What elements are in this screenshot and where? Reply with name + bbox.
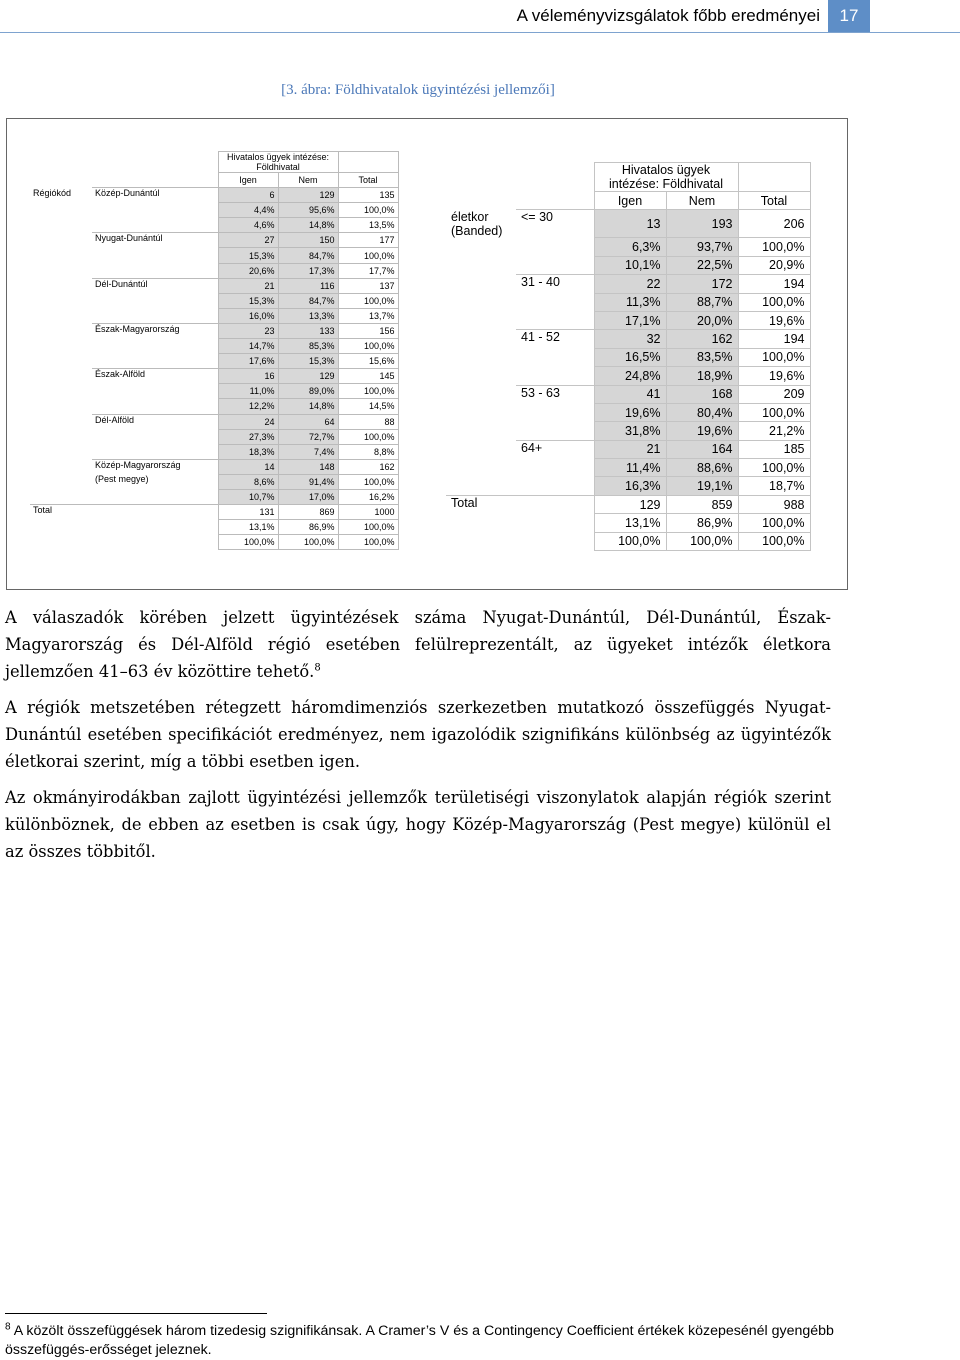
row-label [30, 203, 92, 218]
row-label [30, 489, 92, 504]
value-cell: 89,0% [278, 384, 338, 399]
value-cell: 86,9% [666, 514, 738, 532]
group-label: Közép-Magyarország [92, 459, 218, 474]
table-header-blank [30, 173, 92, 188]
table-header-blank [92, 173, 218, 188]
value-cell: 6 [218, 188, 278, 203]
value-cell: 17,0% [278, 489, 338, 504]
row-label [446, 459, 516, 477]
footnote-ref[interactable]: 8 [314, 662, 321, 674]
value-cell: 15,6% [338, 354, 398, 369]
value-cell: 172 [666, 275, 738, 293]
row-label [446, 311, 516, 329]
row-label [446, 293, 516, 311]
table-row [30, 308, 398, 323]
value-cell: 194 [738, 330, 810, 348]
value-cell: 15,3% [218, 248, 278, 263]
value-cell: 14 [218, 459, 278, 474]
row-label [446, 385, 516, 403]
paragraph-1-text: A válaszadók körében jelzett ügyintézések száma Nyugat-Dunántúl, Dél-Dunántúl, Észak-Magyarország és Dél-Alföld régió esetében felülreprezentált, az ügyeket intézők életkora jellemzően 41–63 év közöttire tehető. [5, 608, 831, 681]
row-label [30, 520, 92, 535]
table-row [30, 354, 398, 369]
value-cell: 84,7% [278, 293, 338, 308]
value-cell: 13,5% [338, 218, 398, 233]
value-cell: 86,9% [278, 520, 338, 535]
row-label: életkor (Banded) [451, 209, 503, 238]
row-label [30, 233, 92, 248]
value-cell: 20,9% [738, 256, 810, 274]
body-text [5, 604, 831, 874]
value-cell: 13,3% [278, 308, 338, 323]
row-label [446, 330, 516, 348]
value-cell: 17,1% [594, 311, 666, 329]
group-label [516, 477, 594, 495]
row-label [446, 238, 516, 256]
table-header-blank [738, 163, 810, 192]
value-cell: 100,0% [338, 293, 398, 308]
table-row [30, 414, 398, 429]
table-row [30, 293, 398, 308]
table-row [30, 248, 398, 263]
value-cell: 17,6% [218, 354, 278, 369]
row-label: Total [30, 505, 92, 520]
table-row [30, 263, 398, 278]
value-cell: 22 [594, 275, 666, 293]
group-label [92, 399, 218, 414]
value-cell: 93,7% [666, 238, 738, 256]
table-row [30, 218, 398, 233]
column-header: Igen [594, 192, 666, 210]
table-header-row [30, 152, 398, 173]
row-label [30, 414, 92, 429]
value-cell: 4,6% [218, 218, 278, 233]
value-cell: 162 [338, 459, 398, 474]
value-cell: 80,4% [666, 403, 738, 421]
value-cell: 31,8% [594, 422, 666, 440]
group-label [92, 354, 218, 369]
table-header-blank [30, 152, 92, 173]
row-label [446, 532, 516, 550]
group-label [516, 403, 594, 421]
group-label: <= 30 [516, 210, 594, 238]
table-row [30, 399, 398, 414]
value-cell: 17,3% [278, 263, 338, 278]
value-cell: 12,2% [218, 399, 278, 414]
row-label [30, 369, 92, 384]
value-cell: 100,0% [338, 429, 398, 444]
group-label: Dél-Alföld [92, 414, 218, 429]
group-label: Észak-Magyarország [92, 323, 218, 338]
value-cell: 6,3% [594, 238, 666, 256]
value-cell: 91,4% [278, 474, 338, 489]
value-cell: 100,0% [594, 532, 666, 550]
value-cell: 100,0% [338, 474, 398, 489]
value-cell: 14,8% [278, 399, 338, 414]
table-header-blank [516, 192, 594, 210]
page-number: 17 [828, 0, 870, 32]
group-label: 41 - 52 [516, 330, 594, 348]
group-label: (Pest megye) [95, 474, 149, 485]
value-cell: 15,3% [218, 293, 278, 308]
value-cell: 148 [278, 459, 338, 474]
value-cell: 14,7% [218, 339, 278, 354]
value-cell: 13,1% [218, 520, 278, 535]
figure-caption: [3. ábra: Földhivatalok ügyintézési jellemzői] [281, 82, 555, 98]
group-label [92, 263, 218, 278]
value-cell: 88,6% [666, 459, 738, 477]
group-label [516, 293, 594, 311]
value-cell: 168 [666, 385, 738, 403]
value-cell: 100,0% [338, 203, 398, 218]
table-header-row [446, 163, 810, 192]
table-row [446, 532, 810, 550]
row-label [30, 474, 92, 489]
value-cell: 14,8% [278, 218, 338, 233]
value-cell: 16,5% [594, 348, 666, 366]
page-header [0, 0, 960, 32]
table-row [30, 233, 398, 248]
table-row [446, 514, 810, 532]
value-cell: 145 [338, 369, 398, 384]
value-cell: 18,7% [738, 477, 810, 495]
table-row [446, 477, 810, 495]
value-cell: 209 [738, 385, 810, 403]
table-row [30, 489, 398, 504]
group-label [516, 514, 594, 532]
value-cell: 20,0% [666, 311, 738, 329]
row-label [30, 293, 92, 308]
table-row [30, 505, 398, 520]
value-cell: 16 [218, 369, 278, 384]
value-cell: 156 [338, 323, 398, 338]
column-header: Nem [666, 192, 738, 210]
table-row [446, 330, 810, 348]
group-label: Dél-Dunántúl [92, 278, 218, 293]
value-cell: 11,0% [218, 384, 278, 399]
value-cell: 23 [218, 323, 278, 338]
paragraph-1 [5, 604, 831, 685]
value-cell: 88 [338, 414, 398, 429]
value-cell: 15,3% [278, 354, 338, 369]
table-header-blank [516, 163, 594, 192]
table-row [446, 403, 810, 421]
row-label: Régiókód [33, 187, 72, 198]
table-header-blank [92, 152, 218, 173]
table-row [30, 520, 398, 535]
value-cell: 164 [666, 440, 738, 458]
value-cell: 13,1% [594, 514, 666, 532]
group-label: Észak-Alföld [92, 369, 218, 384]
table-header-blank [446, 163, 516, 192]
value-cell: 64 [278, 414, 338, 429]
value-cell: 18,3% [218, 444, 278, 459]
value-cell: 100,0% [278, 535, 338, 550]
row-label [30, 459, 92, 474]
value-cell: 16,3% [594, 477, 666, 495]
row-label [30, 384, 92, 399]
value-cell: 10,7% [218, 489, 278, 504]
column-header: Total [338, 173, 398, 188]
group-label: Közép-Dunántúl [92, 188, 218, 203]
value-cell: 10,1% [594, 256, 666, 274]
group-label: Nyugat-Dunántúl [92, 233, 218, 248]
row-label [446, 275, 516, 293]
table-row [446, 422, 810, 440]
table-row [30, 278, 398, 293]
row-label [446, 477, 516, 495]
value-cell: 859 [666, 495, 738, 513]
footnote-text: A közölt összefüggések három tizedesig szignifikánsak. A Cramer’s V és a Contingency Coefficient értékek közepesénél gyengébb összefüggés-erősséget jeleznek. [5, 1323, 834, 1358]
value-cell: 85,3% [278, 339, 338, 354]
table-header-row [30, 173, 398, 188]
age-crosstab [446, 162, 811, 551]
value-cell: 7,4% [278, 444, 338, 459]
table-row [30, 188, 398, 203]
group-label [516, 256, 594, 274]
value-cell: 194 [738, 275, 810, 293]
group-label [92, 248, 218, 263]
value-cell: 16,2% [338, 489, 398, 504]
table-row [446, 275, 810, 293]
group-label [516, 532, 594, 550]
value-cell: 869 [278, 505, 338, 520]
value-cell: 11,3% [594, 293, 666, 311]
paragraph-2: A régiók metszetében rétegzett háromdimenziós szerkezetben mutatkozó összefüggés Nyugat-Dunántúl esetében specifikációt eredményez, nem igazolódik szignifikáns különbség az ügyintézők életkorai szerint, míg a többi esetben igen. [5, 698, 831, 771]
value-cell: 27 [218, 233, 278, 248]
row-label [446, 514, 516, 532]
table-row [446, 495, 810, 513]
table-row [30, 474, 398, 489]
group-label [516, 348, 594, 366]
value-cell: 19,6% [666, 422, 738, 440]
value-cell: 32 [594, 330, 666, 348]
value-cell: 100,0% [738, 459, 810, 477]
value-cell: 100,0% [738, 532, 810, 550]
value-cell: 100,0% [666, 532, 738, 550]
table-row [446, 238, 810, 256]
value-cell: 988 [738, 495, 810, 513]
group-label: 64+ [516, 440, 594, 458]
value-cell: 177 [338, 233, 398, 248]
group-label [516, 238, 594, 256]
row-label [30, 399, 92, 414]
group-label [92, 339, 218, 354]
value-cell: 4,4% [218, 203, 278, 218]
row-label: Total [446, 495, 516, 513]
value-cell: 27,3% [218, 429, 278, 444]
value-cell: 135 [338, 188, 398, 203]
table-row [30, 323, 398, 338]
value-cell: 13,7% [338, 308, 398, 323]
row-label [30, 248, 92, 263]
table-row [446, 210, 810, 238]
footnote-number: 8 [5, 1321, 11, 1333]
value-cell: 95,6% [278, 203, 338, 218]
table-row [446, 256, 810, 274]
value-cell: 16,0% [218, 308, 278, 323]
column-header: Total [738, 192, 810, 210]
value-cell: 129 [278, 369, 338, 384]
value-cell: 206 [738, 210, 810, 238]
row-label [30, 354, 92, 369]
value-cell: 100,0% [218, 535, 278, 550]
region-crosstab [30, 151, 399, 550]
table-row [446, 348, 810, 366]
table-row [30, 339, 398, 354]
value-cell: 100,0% [738, 348, 810, 366]
header-rule [0, 32, 960, 33]
value-cell: 19,1% [666, 477, 738, 495]
group-label [92, 384, 218, 399]
value-cell: 100,0% [738, 293, 810, 311]
table-row [30, 369, 398, 384]
row-label [446, 348, 516, 366]
group-label [92, 489, 218, 504]
table-header-group: Hivatalos ügyek intézése: Földhivatal [218, 152, 338, 173]
table-row [30, 459, 398, 474]
group-label [516, 495, 594, 513]
value-cell: 21 [218, 278, 278, 293]
row-label [30, 308, 92, 323]
value-cell: 21,2% [738, 422, 810, 440]
value-cell: 185 [738, 440, 810, 458]
row-label [30, 263, 92, 278]
value-cell: 1000 [338, 505, 398, 520]
table-row [30, 203, 398, 218]
value-cell: 133 [278, 323, 338, 338]
value-cell: 116 [278, 278, 338, 293]
table-header-blank [338, 152, 398, 173]
value-cell: 18,9% [666, 367, 738, 385]
group-label: 31 - 40 [516, 275, 594, 293]
value-cell: 100,0% [338, 339, 398, 354]
value-cell: 129 [278, 188, 338, 203]
table-row [30, 429, 398, 444]
row-label [30, 278, 92, 293]
value-cell: 100,0% [338, 384, 398, 399]
group-label [516, 311, 594, 329]
value-cell: 19,6% [594, 403, 666, 421]
row-label [446, 367, 516, 385]
row-label [30, 429, 92, 444]
row-label [446, 256, 516, 274]
table-row [30, 444, 398, 459]
value-cell: 100,0% [738, 403, 810, 421]
paragraph-3: Az okmányirodákban zajlott ügyintézési jellemzők területiségi viszonylatok alapján régiók szerint különböznek, de ebben az esetben is csak úgy, hogy Közép-Magyarország (Pest megye) különül el az összes többitől. [5, 788, 831, 861]
value-cell: 19,6% [738, 367, 810, 385]
table-row [446, 440, 810, 458]
group-label [92, 505, 218, 520]
value-cell: 24 [218, 414, 278, 429]
group-label [92, 520, 218, 535]
group-label [92, 429, 218, 444]
footnote-rule [5, 1313, 267, 1314]
value-cell: 24,8% [594, 367, 666, 385]
table-row [30, 384, 398, 399]
value-cell: 14,5% [338, 399, 398, 414]
value-cell: 100,0% [338, 520, 398, 535]
value-cell: 41 [594, 385, 666, 403]
value-cell: 19,6% [738, 311, 810, 329]
table-header-blank [446, 192, 516, 210]
group-label: 53 - 63 [516, 385, 594, 403]
table-header-row [446, 192, 810, 210]
table-row [446, 385, 810, 403]
row-label [30, 444, 92, 459]
row-label [30, 339, 92, 354]
value-cell: 88,7% [666, 293, 738, 311]
group-label [516, 422, 594, 440]
table-row [446, 293, 810, 311]
row-label [30, 218, 92, 233]
table-row [446, 311, 810, 329]
value-cell: 100,0% [338, 248, 398, 263]
group-label [92, 444, 218, 459]
value-cell: 84,7% [278, 248, 338, 263]
value-cell: 137 [338, 278, 398, 293]
table-row [446, 367, 810, 385]
value-cell: 13 [594, 210, 666, 238]
group-label [516, 459, 594, 477]
value-cell: 21 [594, 440, 666, 458]
table-row [446, 459, 810, 477]
value-cell: 11,4% [594, 459, 666, 477]
group-label [92, 218, 218, 233]
value-cell: 22,5% [666, 256, 738, 274]
value-cell: 8,6% [218, 474, 278, 489]
value-cell: 100,0% [738, 514, 810, 532]
row-label [446, 422, 516, 440]
value-cell: 17,7% [338, 263, 398, 278]
row-label [30, 535, 92, 550]
group-label [92, 293, 218, 308]
row-label [446, 440, 516, 458]
value-cell: 150 [278, 233, 338, 248]
row-label [446, 403, 516, 421]
group-label [92, 308, 218, 323]
value-cell: 8,8% [338, 444, 398, 459]
value-cell: 100,0% [338, 535, 398, 550]
value-cell: 193 [666, 210, 738, 238]
value-cell: 72,7% [278, 429, 338, 444]
column-header: Igen [218, 173, 278, 188]
value-cell: 162 [666, 330, 738, 348]
table-row [30, 535, 398, 550]
header-title: A véleményvizsgálatok főbb eredményei [516, 6, 820, 25]
value-cell: 83,5% [666, 348, 738, 366]
column-header: Nem [278, 173, 338, 188]
value-cell: 100,0% [738, 238, 810, 256]
table-header-group: Hivatalos ügyek intézése: Földhivatal [594, 163, 738, 192]
footnote [5, 1322, 835, 1360]
group-label [516, 367, 594, 385]
value-cell: 20,6% [218, 263, 278, 278]
group-label [92, 535, 218, 550]
value-cell: 131 [218, 505, 278, 520]
value-cell: 129 [594, 495, 666, 513]
group-label [92, 203, 218, 218]
row-label [30, 323, 92, 338]
